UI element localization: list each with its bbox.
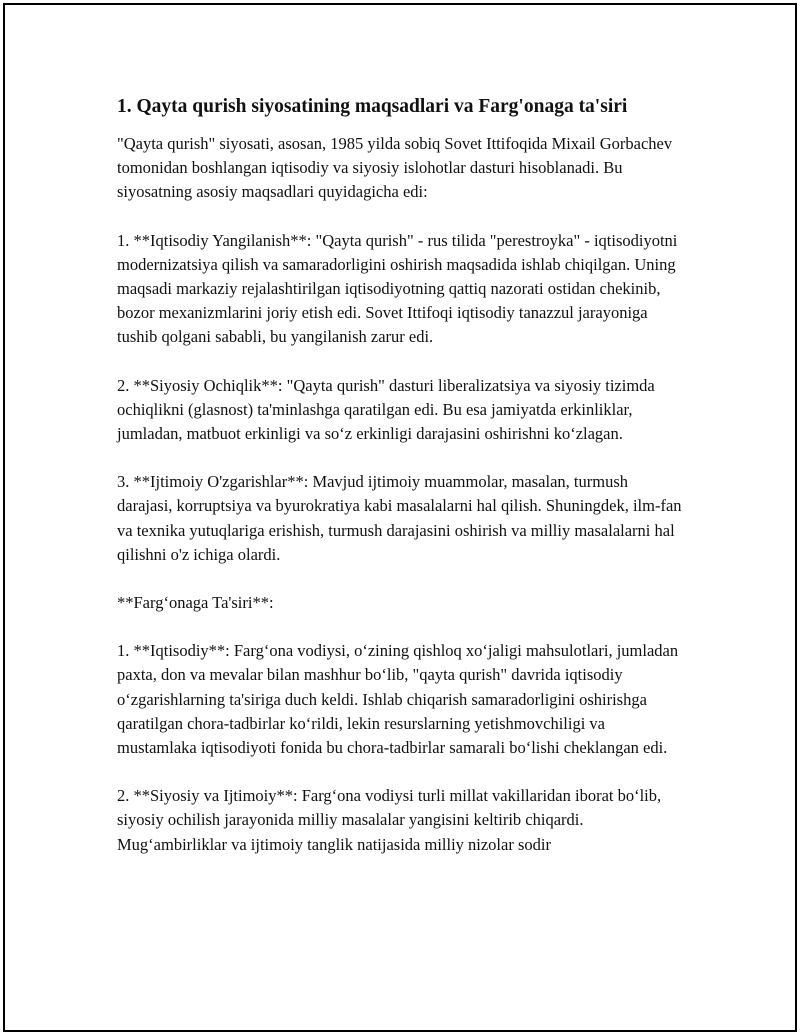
paragraph-fergana-economic: 1. **Iqtisodiy**: Farg‘ona vodiysi, o‘zining qishloq xo‘jaligi mahsulotlari, jumladan paxta, don va mevalar bilan mashhur bo‘lib, "qayta qurish" davrida iqtisodiy o‘zgarishlarning ta'siriga duch keldi. Ishlab chiqarish samaradorligini oshirishga qaratilgan chora-tadbirlar ko‘rildi, lekin resurslarning yetishmovchiligi va mustamlaka iqtisodiyoti fonida bu chora-tadbirlar samarali bo‘lishi cheklangan edi.	[117, 641, 679, 758]
paragraph-fergana-heading: **Farg‘onaga Ta'siri**:	[117, 593, 274, 613]
document-body	[117, 94, 687, 881]
paragraph-intro: "Qayta qurish" siyosati, asosan, 1985 yilda sobiq Sovet Ittifoqida Mixail Gorbachev tomonidan boshlangan iqtisodiy va siyosiy islohotlar dasturi hisoblanadi. Bu siyosatning asosiy maqsadlari quyidagicha edi:	[117, 134, 673, 202]
paragraph-economic-renewal: 1. **Iqtisodiy Yangilanish**: "Qayta qurish" - rus tilida "perestroyka" - iqtisodiyotni modernizatsiya qilish va samaradorligini oshirish maqsadida ishlab chiqilgan. Uning maqsadi markaziy rejalashtirilgan iqtisodiyotning qattiq nazorati ostidan chekinib, bozor mexanizmlarini joriy etish edi. Sovet Ittifoqi iqtisodiy tanazzul jarayoniga tushib qolgani sababli, bu yangilanish zarur edi.	[117, 230, 678, 347]
document-title: 1. Qayta qurish siyosatining maqsadlari va Farg'onaga ta'siri	[117, 96, 628, 117]
paragraph-social-changes: 3. **Ijtimoiy O'zgarishlar**: Mavjud ijtimoiy muammolar, masalan, turmush darajasi, korruptsiya va byurokratiya kabi masalalarni hal qilish. Shuningdek, ilm-fan va texnika yutuqlariga erishish, turmush darajasini oshirish va milliy masalalarni hal qilishni o'z ichiga olardi.	[117, 472, 682, 564]
paragraph-fergana-political-social: 2. **Siyosiy va Ijtimoiy**: Farg‘ona vodiysi turli millat vakillaridan iborat bo‘lib, siyosiy ochilish jarayonida milliy masalalar yangisini keltirib chiqardi. Mug‘ambirliklar va ijtimoiy tanglik natijasida milliy nizolar sodir	[117, 786, 662, 854]
paragraph-political-openness: 2. **Siyosiy Ochiqlik**: "Qayta qurish" dasturi liberalizatsiya va siyosiy tizimda ochiqlikni (glasnost) ta'minlashga qaratilgan edi. Bu esa jamiyatda erkinliklar, jumladan, matbuot erkinligi va so‘z erkinligi darajasini oshirishni ko‘zlagan.	[117, 375, 655, 444]
